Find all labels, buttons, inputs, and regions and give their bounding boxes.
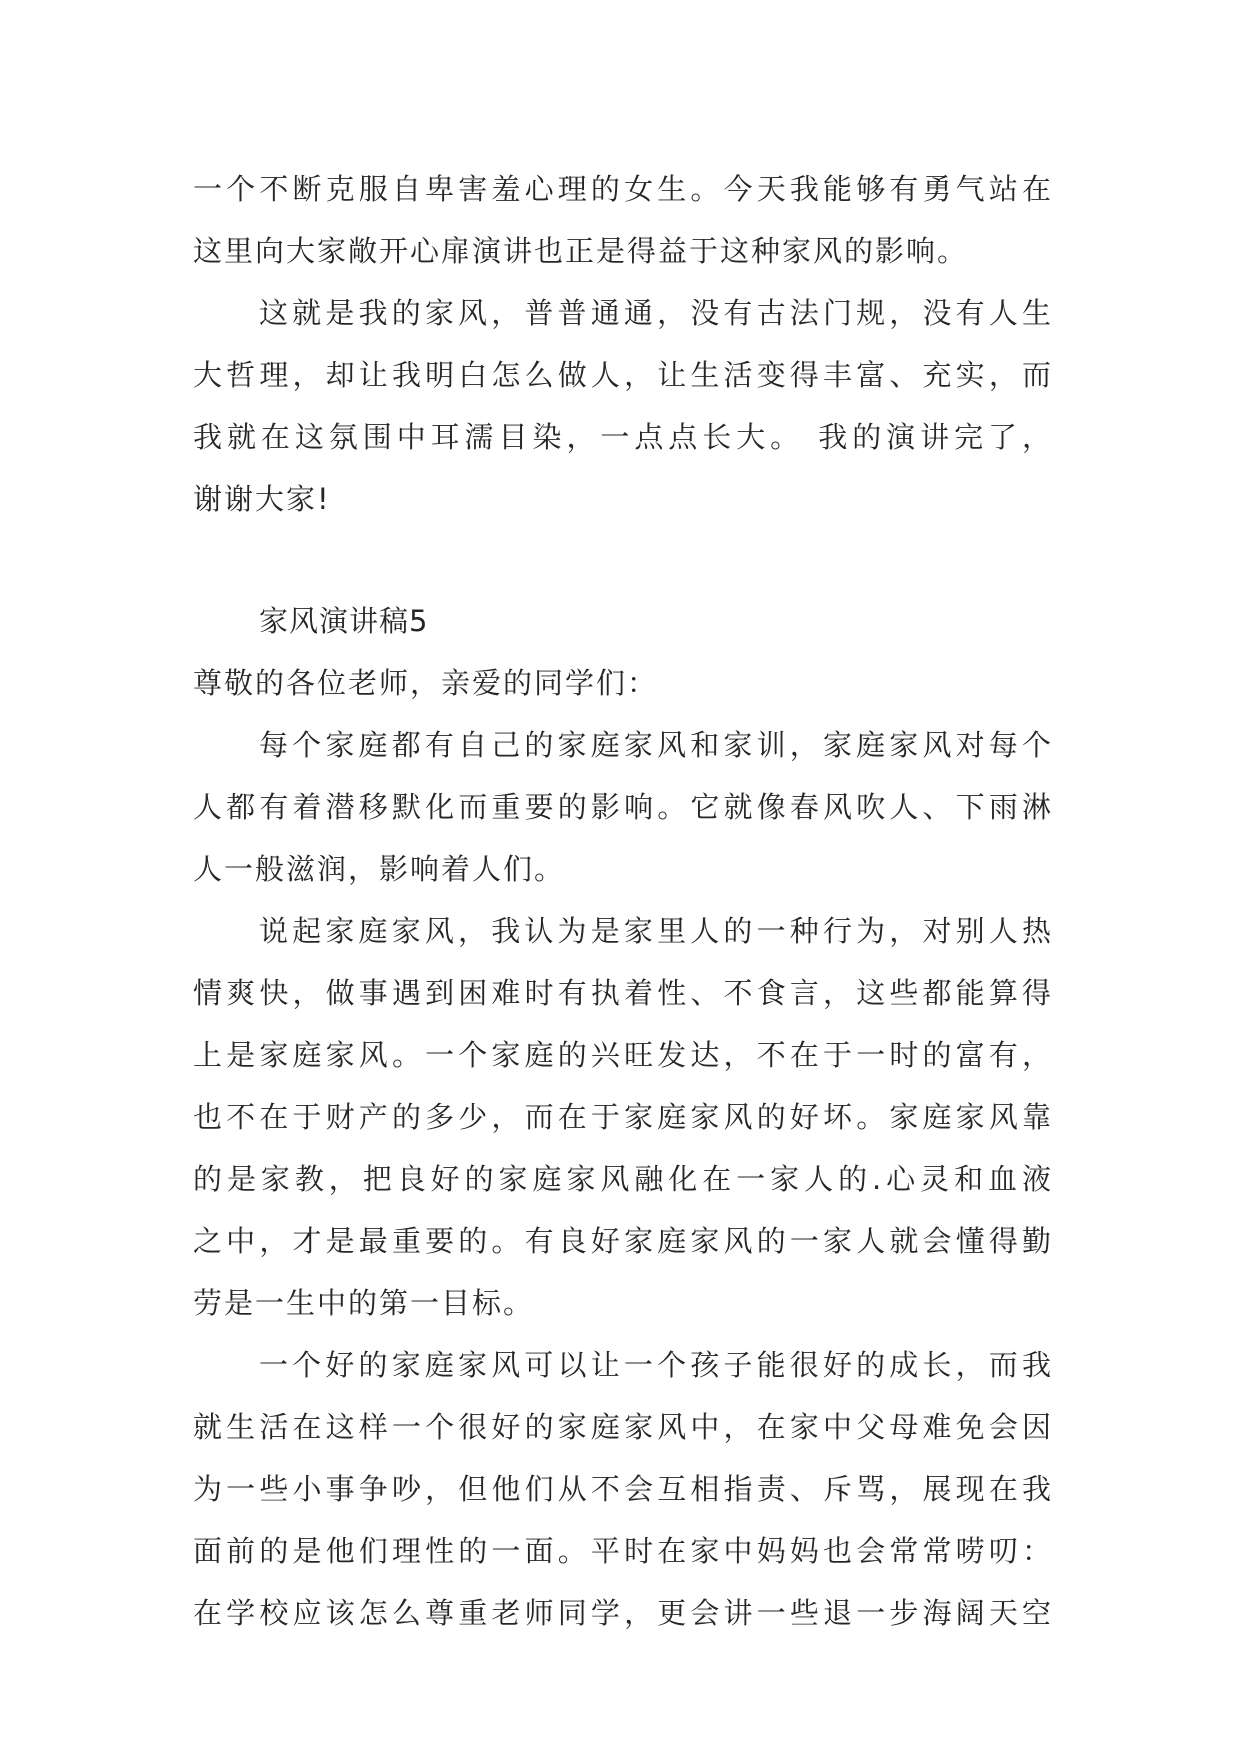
salutation: 尊敬的各位老师，亲爱的同学们： xyxy=(193,666,659,700)
text-line: 大哲理，却让我明白怎么做人，让生活变得丰富、充实，而 xyxy=(193,358,1053,392)
text-line: 说起家庭家风，我认为是家里人的一种行为，对别人热 xyxy=(259,914,1053,948)
text-line: 在学校应该怎么尊重老师同学，更会讲一些退一步海阔天空 xyxy=(193,1596,1053,1630)
text-line: 为一些小事争吵，但他们从不会互相指责、斥骂，展现在我 xyxy=(193,1472,1053,1506)
text-line: 这里向大家敞开心扉演讲也正是得益于这种家风的影响。 xyxy=(193,234,969,268)
text-line: 每个家庭都有自己的家庭家风和家训，家庭家风对每个 xyxy=(259,728,1053,762)
text-line: 谢谢大家! xyxy=(193,482,331,516)
section-title: 家风演讲稿5 xyxy=(259,604,429,638)
text-line: 就生活在这样一个很好的家庭家风中，在家中父母难免会因 xyxy=(193,1410,1053,1444)
document-body xyxy=(193,158,1053,1644)
text-line: 人都有着潜移默化而重要的影响。它就像春风吹人、下雨淋 xyxy=(193,790,1053,824)
text-line: 的是家教，把良好的家庭家风融化在一家人的.心灵和血液 xyxy=(193,1162,1053,1196)
text-line: 我就在这氛围中耳濡目染，一点点长大。 我的演讲完了， xyxy=(193,420,1053,454)
text-line: 人一般滋润，影响着人们。 xyxy=(193,852,566,886)
text-line: 一个不断克服自卑害羞心理的女生。今天我能够有勇气站在 xyxy=(193,172,1053,206)
text-line: 这就是我的家风，普普通通，没有古法门规，没有人生 xyxy=(259,296,1053,330)
text-line: 之中，才是最重要的。有良好家庭家风的一家人就会懂得勤 xyxy=(193,1224,1053,1258)
text-line: 一个好的家庭家风可以让一个孩子能很好的成长，而我 xyxy=(259,1348,1053,1382)
section-spacer xyxy=(193,530,1053,590)
text-line: 情爽快，做事遇到困难时有执着性、不食言，这些都能算得 xyxy=(193,976,1053,1010)
text-line: 上是家庭家风。一个家庭的兴旺发达，不在于一时的富有， xyxy=(193,1038,1053,1072)
text-line: 劳是一生中的第一目标。 xyxy=(193,1286,535,1320)
text-line: 面前的是他们理性的一面。平时在家中妈妈也会常常唠叨： xyxy=(193,1534,1053,1568)
text-line: 也不在于财产的多少，而在于家庭家风的好坏。家庭家风靠 xyxy=(193,1100,1053,1134)
